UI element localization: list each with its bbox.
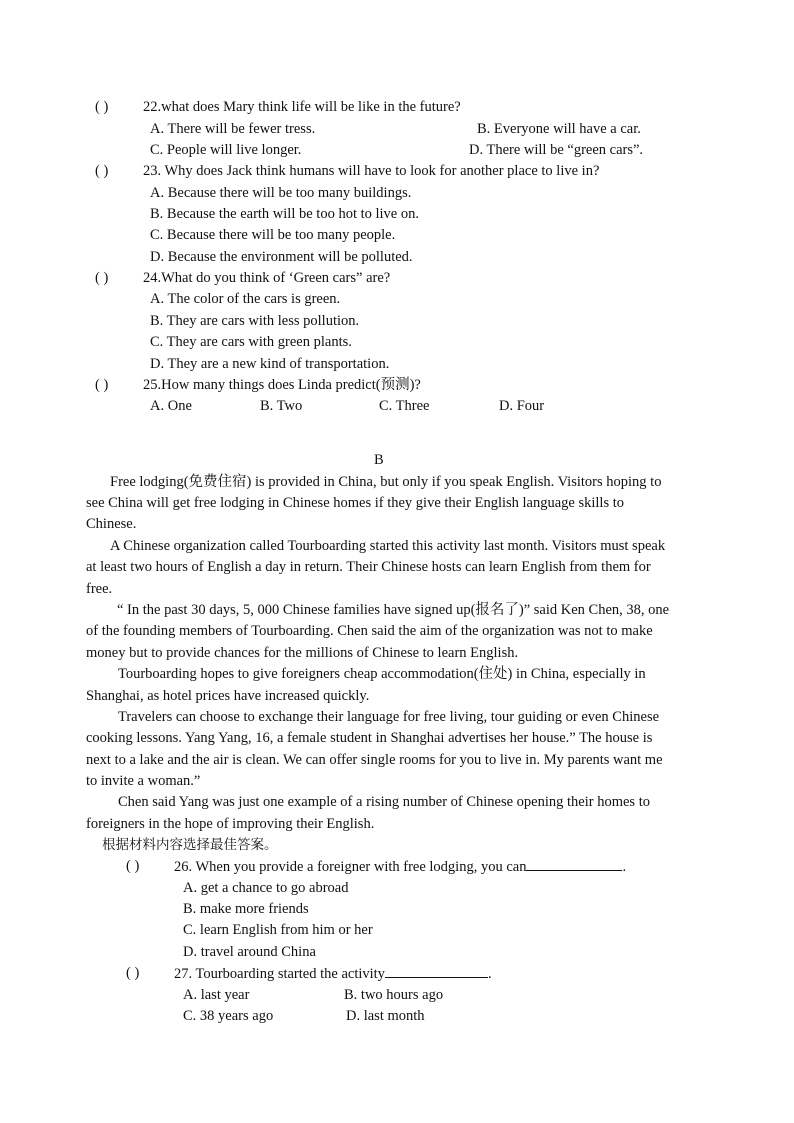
q22-option-c: C. People will live longer. bbox=[150, 142, 302, 158]
passage-line: Travelers can choose to exchange their language for free living, tour guiding or even Chinese bbox=[118, 709, 660, 725]
passage-line: at least two hours of English a day in return. Their Chinese hosts can learn English from them for bbox=[86, 559, 651, 575]
passage-line: foreigners in the hope of improving their English. bbox=[86, 816, 375, 832]
passage-line: Shanghai, as hotel prices have increased quickly. bbox=[86, 688, 370, 704]
q25-option-c: C. Three bbox=[379, 398, 430, 414]
passage-line: Chen said Yang was just one example of a rising number of Chinese opening their homes to bbox=[118, 794, 650, 810]
q26-option-d: D. travel around China bbox=[183, 944, 316, 960]
q22-option-b: B. Everyone will have a car. bbox=[477, 121, 641, 137]
passage-line: money but to provide chances for the millions of Chinese to learn English. bbox=[86, 645, 519, 661]
q27-question bbox=[174, 964, 492, 983]
q24-option-d: D. They are a new kind of transportation. bbox=[150, 356, 390, 372]
q27-option-b: B. two hours ago bbox=[344, 987, 444, 1003]
q26-option-a: A. get a chance to go abroad bbox=[183, 880, 349, 896]
passage-line: A Chinese organization called Tourboarding started this activity last month. Visitors must speak bbox=[110, 538, 666, 554]
q27-paren: ( ) bbox=[126, 965, 140, 981]
q27-option-a: A. last year bbox=[183, 987, 250, 1003]
q22-paren: ( ) bbox=[95, 99, 109, 115]
passage-line: to invite a woman.” bbox=[86, 773, 201, 789]
section-b-heading: B bbox=[374, 452, 384, 468]
q24-paren: ( ) bbox=[95, 270, 109, 286]
passage-line: “ In the past 30 days, 5, 000 Chinese families have signed up(报名了)” said Ken Chen, 38, one bbox=[117, 602, 670, 618]
q23-option-a: A. Because there will be too many buildings. bbox=[150, 185, 412, 201]
q26-stem: 26. When you provide a foreigner with free lodging, you can bbox=[174, 859, 527, 875]
q23-paren: ( ) bbox=[95, 163, 109, 179]
q27-option-d: D. last month bbox=[346, 1008, 425, 1024]
q23-stem: 23. Why does Jack think humans will have to look for another place to live in? bbox=[143, 163, 600, 179]
q24-option-a: A. The color of the cars is green. bbox=[150, 291, 341, 307]
passage-line: Free lodging(免费住宿) is provided in China, but only if you speak English. Visitors hoping to bbox=[110, 474, 662, 490]
passage-line: free. bbox=[86, 581, 113, 597]
q23-option-b: B. Because the earth will be too hot to live on. bbox=[150, 206, 419, 222]
passage-line: Chinese. bbox=[86, 516, 137, 532]
passage-line: Tourboarding hopes to give foreigners cheap accommodation(住处) in China, especially in bbox=[118, 666, 646, 682]
q27-answer-blank[interactable] bbox=[385, 964, 488, 978]
q22-option-d: D. There will be “green cars”. bbox=[469, 142, 644, 158]
q23-option-d: D. Because the environment will be polluted. bbox=[150, 249, 413, 265]
instruction-text: 根据材料内容选择最佳答案。 bbox=[102, 837, 278, 853]
q27-tail: . bbox=[487, 966, 492, 982]
q26-paren: ( ) bbox=[126, 858, 140, 874]
q22-stem: 22.what does Mary think life will be like in the future? bbox=[143, 99, 461, 115]
q26-question bbox=[174, 857, 626, 876]
q22-option-a: A. There will be fewer tress. bbox=[150, 121, 316, 137]
q25-option-a: A. One bbox=[150, 398, 192, 414]
q26-option-b: B. make more friends bbox=[183, 901, 309, 917]
q25-paren: ( ) bbox=[95, 377, 109, 393]
q27-stem: 27. Tourboarding started the activity bbox=[174, 966, 385, 982]
q26-tail: . bbox=[622, 859, 627, 875]
q23-option-c: C. Because there will be too many people. bbox=[150, 227, 396, 243]
passage-line: see China will get free lodging in Chinese homes if they give their English language skills to bbox=[86, 495, 625, 511]
q24-stem: 24.What do you think of ‘Green cars” are? bbox=[143, 270, 391, 286]
passage-line: next to a lake and the air is clean. We can offer single rooms for you to live in. My parents want me bbox=[86, 752, 663, 768]
passage-line: of the founding members of Tourboarding. Chen said the aim of the organization was not to make bbox=[86, 623, 653, 639]
q25-option-d: D. Four bbox=[499, 398, 545, 414]
q25-option-b: B. Two bbox=[260, 398, 303, 414]
passage-line: cooking lessons. Yang Yang, 16, a female student in Shanghai advertises her house.” The house is bbox=[86, 730, 653, 746]
q25-stem: 25.How many things does Linda predict(预测)? bbox=[143, 377, 421, 393]
q24-option-c: C. They are cars with green plants. bbox=[150, 334, 352, 350]
q26-answer-blank[interactable] bbox=[526, 857, 622, 871]
q24-option-b: B. They are cars with less pollution. bbox=[150, 313, 360, 329]
q27-option-c: C. 38 years ago bbox=[183, 1008, 274, 1024]
q26-option-c: C. learn English from him or her bbox=[183, 922, 373, 938]
